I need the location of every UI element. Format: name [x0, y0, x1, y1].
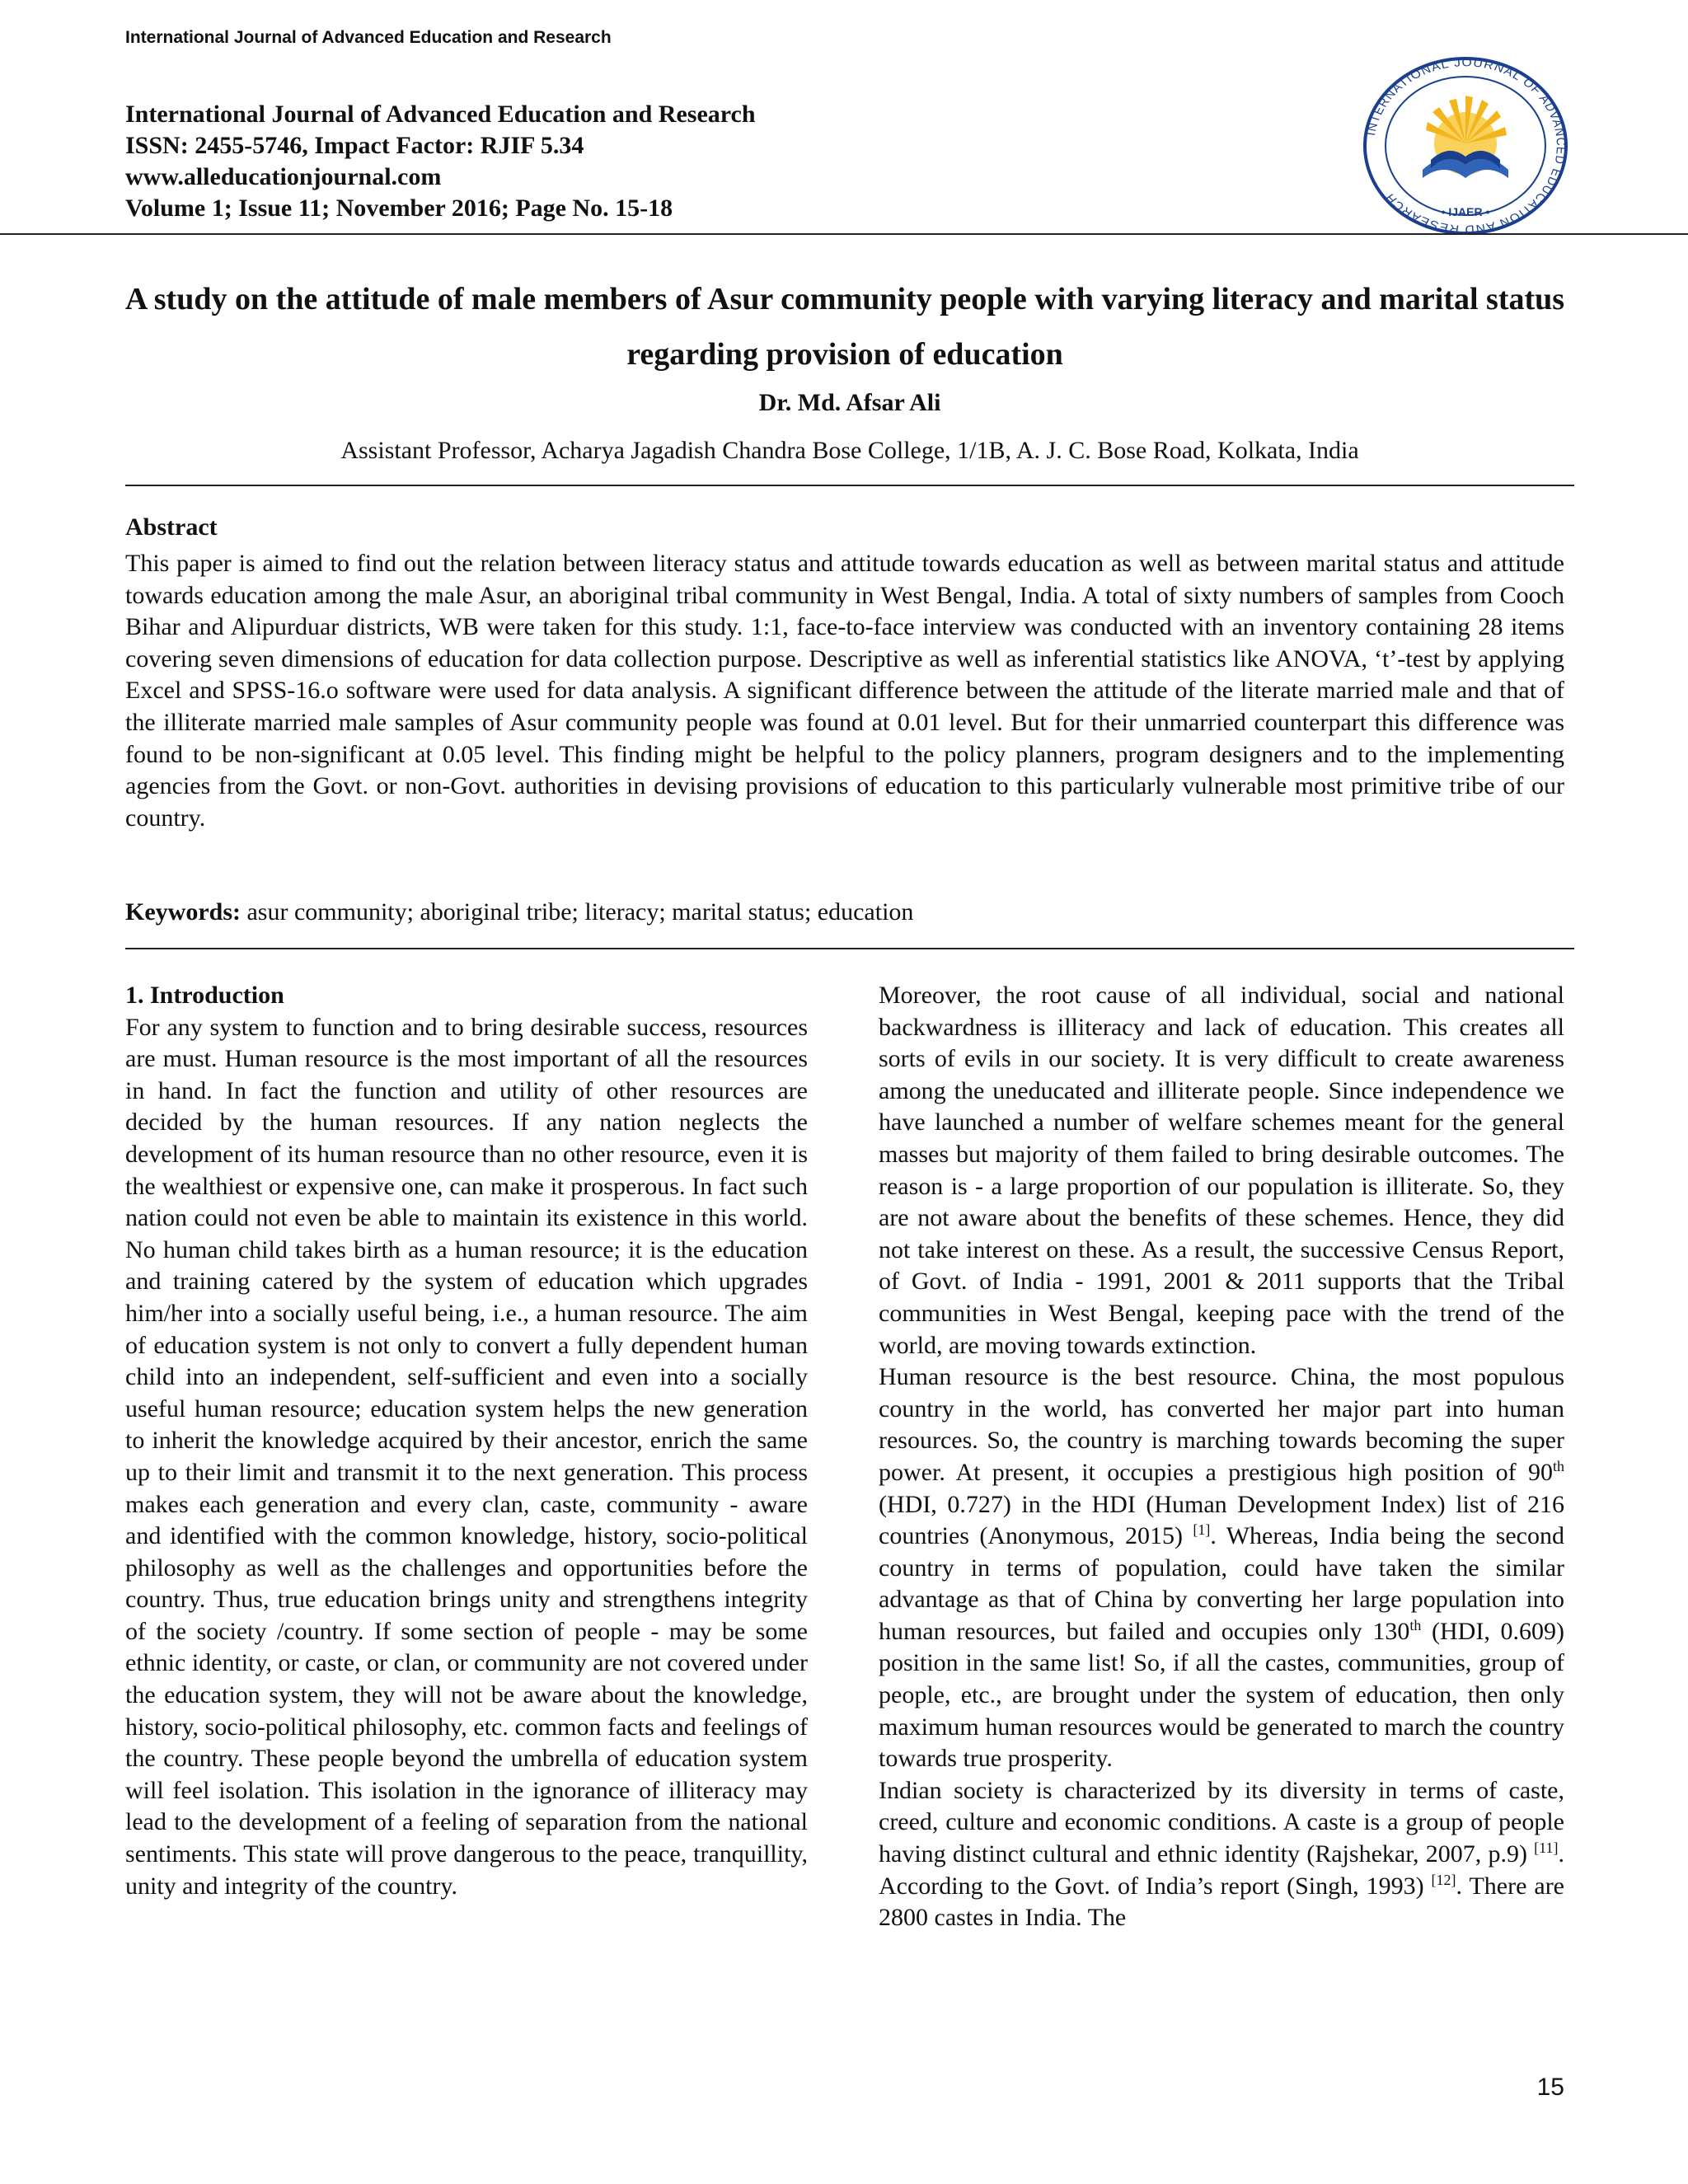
citation-ref: [1] [1193, 1521, 1211, 1539]
text-segment: (HDI, 0.727) in the HDI (Human Development Index) list of 216 countries (Anonymous, 2015) [879, 1490, 1564, 1550]
author-affiliation: Assistant Professor, Acharya Jagadish Chandra Bose College, 1/1B, A. J. C. Bose Road, Kolkata, India [340, 437, 1359, 464]
keywords-label: Keywords: [125, 898, 241, 926]
keywords-list: asur community; aboriginal tribe; literacy; marital status; education [240, 898, 914, 926]
citation-ref: [12] [1431, 1871, 1456, 1888]
journal-logo [1357, 54, 1574, 237]
intro-paragraph-1: For any system to function and to bring desirable success, resources are must. Human resource is the most important of all the resources in hand. In fact the function and utility of other resources are decided by the human resources. If any nation neglects the development of its human resource than no other resource, even it is the wealthiest or expensive one, can make it prosperous. In fact such nation could not even be able to maintain its existence in this world. No human child takes birth as a human resource; it is the education and training catered by the system of education which upgrades him/her into a socially useful being, i.e., a human resource. The aim of education system is not only to convert a fully dependent human child into an independent, self-sufficient and even into a socially useful human resource; education system helps the new generation to inherit the knowledge acquired by their ancestor, enrich the same up to their limit and transmit it to the next generation. This process makes each generation and every clan, caste, community - aware and identified with the common knowledge, history, socio-political philosophy as well as the challenges and opportunities before the country. Thus, true education brings unity and strengthens integrity of the society /country. If some section of people - may be some ethnic identity, or caste, or clan, or community are not covered under the education system, they will not be aware about the knowledge, history, socio-political philosophy, etc. common facts and feelings of the country. These people beyond the umbrella of education system will feel isolation. This isolation in the ignorance of illiteracy may lead to the development of a feeling of separation from the national sentiments. This state will prove dangerous to the peace, tranquillity, unity and integrity of the country. [125, 1013, 808, 1900]
page-number: 15 [1536, 2074, 1564, 2101]
intro-paragraph-4 [879, 1775, 1564, 1934]
superscript: th [1552, 1457, 1564, 1474]
intro-paragraph-3 [879, 1361, 1564, 1775]
header-divider [0, 233, 1688, 235]
text-segment: Human resource is the best resource. China, the most populous country in the world, has converted her major part into human resources. So, the country is marching towards becoming the super power. At present, it occupies a prestigious high position of 90 [879, 1363, 1564, 1486]
intro-paragraph-2: Moreover, the root cause of all individual, social and national backwardness is illiteracy and lack of education. This creates all sorts of evils in our society. It is very difficult to create awareness among the uneducated and illiterate people. Since independence we have launched a number of welfare schemes meant for the general masses but majority of them failed to bring desirable outcomes. The reason is - a large proportion of our population is illiterate. So, they are not aware about the benefits of these schemes. Hence, they did not take interest on these. As a result, the successive Census Report, of Govt. of India - 1991, 2001 & 2011 supports that the Tribal communities in West Bengal, keeping pace with the trend of the world, are moving towards extinction. [879, 982, 1564, 1359]
volume-line: Volume 1; Issue 11; November 2016; Page No. 15-18 [125, 194, 673, 222]
logo-ring-text: INTERNATIONAL JOURNAL OF ADVANCED EDUCATION AND RESEARCH [1364, 56, 1568, 236]
text-segment: Indian society is characterized by its diversity in terms of caste, creed, culture and economic conditions. A caste is a group of people having distinct cultural and ethnic identity (Rajshekar, 2007, p.9) [879, 1776, 1564, 1868]
journal-name: International Journal of Advanced Education and Research [125, 101, 756, 128]
superscript: th [1409, 1616, 1422, 1633]
text-segment: . According to the Govt. of India’s report (Singh, 1993) [879, 1840, 1564, 1900]
journal-info [125, 99, 756, 224]
text-segment: (HDI, 0.609) position in the same list! So, if all the castes, communities, group of people, etc., are brought under the system of education, then only maximum human resources would be generated to march the country towards true prosperity. [879, 1617, 1564, 1773]
keywords-divider [125, 948, 1574, 949]
text-segment: . Whereas, India being the second country in terms of population, could have taken the similar advantage as that of China by converting her large population into human resources, but failed and occupies only 130 [879, 1522, 1564, 1645]
abstract-heading: Abstract [125, 513, 218, 541]
logo-acronym: • IJAER • [1441, 205, 1490, 218]
issn-line: ISSN: 2455-5746, Impact Factor: RJIF 5.34 [125, 132, 584, 159]
paper-title: A study on the attitude of male members of Asur community people with varying literacy and marital status regarding provision of education [124, 282, 1565, 372]
abstract-text: This paper is aimed to find out the relation between literacy status and attitude towards education as well as between marital status and attitude towards education among the male Asur, an aboriginal tribal community in West Bengal, India. A total of sixty numbers of samples from Cooch Bihar and Alipurduar districts, WB were taken for this study. 1:1, face-to-face interview was conducted with an inventory containing 28 items covering seven dimensions of education for data collection purpose. Descriptive as well as inferential statistics like ANOVA, ‘t’-test by applying Excel and SPSS-16.o software were used for data analysis. A significant difference between the attitude of the literate married male and that of the illiterate married male samples of Asur community people was found at 0.01 level. But for their unmarried counterpart this difference was found to be non-significant at 0.05 level. This finding might be helpful to the policy planners, program designers and to the implementing agencies from the Govt. or non-Govt. authorities in devising provisions of education to this particularly vulnerable most primitive tribe of our country. [125, 550, 1564, 832]
text-segment: . There are 2800 castes in India. The [879, 1872, 1564, 1932]
right-column [879, 980, 1564, 1934]
section-heading-introduction: 1. Introduction [125, 982, 284, 1009]
citation-ref: [11] [1534, 1840, 1559, 1857]
running-head: International Journal of Advanced Education and Research [125, 28, 612, 47]
journal-website: www.alleducationjournal.com [125, 163, 442, 190]
author-name: Dr. Md. Afsar Ali [758, 389, 941, 416]
author-divider [125, 485, 1574, 486]
keywords [125, 898, 913, 926]
left-column [125, 980, 808, 1902]
